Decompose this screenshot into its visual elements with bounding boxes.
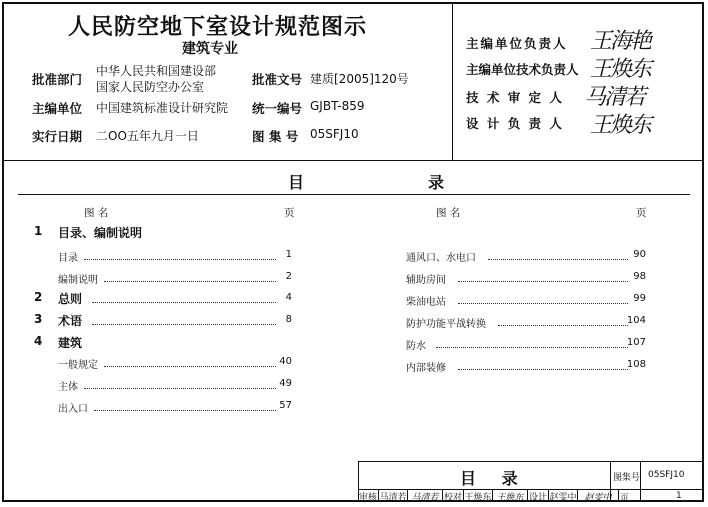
toc-item[interactable]: 通风口、水电口	[406, 253, 476, 264]
toc-page: 104	[626, 315, 646, 326]
meta-label-effective-date: 实行日期	[32, 129, 83, 144]
header-bottom-rule	[2, 160, 704, 161]
toc-heading-left: 目	[288, 173, 305, 192]
toc-item[interactable]: 内部装修	[406, 363, 446, 374]
meta-value-approving-dept-2: 国家人民防空办公室	[96, 80, 205, 94]
toc-leader	[458, 281, 628, 282]
page-subtitle: 建筑专业	[182, 41, 238, 57]
toc-sec-num: 1	[34, 224, 43, 238]
header-divider	[452, 2, 453, 160]
col-head-page-right: 页	[636, 207, 647, 219]
meta-label-approving-dept: 批准部门	[32, 72, 83, 87]
meta-label-approval-no: 批准文号	[252, 72, 303, 87]
tb-label-review: 审核	[358, 490, 379, 502]
toc-page: 49	[279, 378, 292, 389]
toc-leader	[498, 325, 628, 326]
toc-item[interactable]: 防护功能平战转换	[406, 319, 486, 330]
resp-label-chief-org: 主编单位负责人	[466, 36, 568, 51]
toc-item[interactable]: 一般规定	[58, 360, 98, 371]
toc-leader	[94, 410, 276, 411]
tb-sign-check: 王焕东	[493, 490, 528, 502]
tb-name-review: 马清若	[379, 490, 408, 502]
toc-page: 4	[285, 292, 292, 303]
meta-value-unified-no: GJBT-859	[310, 99, 365, 113]
tb-sign-design: 赵雯中	[578, 490, 619, 502]
toc-item[interactable]: 防水	[406, 341, 426, 352]
toc-page: 57	[279, 400, 292, 411]
toc-sec-title[interactable]: 术语	[58, 314, 83, 328]
resp-label-tech-review: 技 术 审 定 人	[466, 90, 564, 105]
tb-name-check: 王焕东	[464, 490, 493, 502]
col-head-name-right: 图 名	[436, 207, 461, 219]
toc-leader	[84, 388, 276, 389]
title-block-atlas-label: 图集号	[613, 473, 641, 483]
toc-page: 8	[285, 314, 292, 325]
meta-value-approval-no: 建质[2005]120号	[310, 72, 409, 86]
toc-item[interactable]: 出入口	[58, 404, 88, 415]
toc-leader	[84, 259, 276, 260]
meta-value-approving-dept-1: 中华人民共和国建设部	[96, 64, 217, 78]
toc-page: 40	[279, 356, 292, 367]
toc-leader	[104, 281, 276, 282]
signature-chief-org: 王海艳	[590, 29, 651, 54]
meta-label-unified-no: 统一编号	[252, 101, 303, 116]
tb-label-design: 设计	[528, 490, 549, 502]
toc-page: 98	[633, 271, 646, 282]
meta-label-atlas-no: 图 集 号	[252, 129, 299, 144]
toc-leader	[458, 303, 628, 304]
toc-sec-num: 2	[34, 290, 43, 304]
toc-item[interactable]: 主体	[58, 382, 78, 393]
resp-label-design-lead: 设 计 负 责 人	[466, 116, 564, 131]
toc-sec-num: 3	[34, 312, 43, 326]
toc-item[interactable]: 辅助房间	[406, 275, 446, 286]
toc-page: 90	[633, 249, 646, 260]
title-block-drawing-title: 目 录	[460, 469, 528, 488]
col-head-page-left: 页	[284, 207, 295, 219]
toc-page: 1	[285, 249, 292, 260]
title-block-page-label: 页	[620, 494, 630, 504]
toc-leader	[488, 259, 628, 260]
signature-tech-chief: 王焕东	[590, 57, 651, 82]
toc-sec-title: 建筑	[58, 336, 83, 350]
toc-page: 107	[626, 337, 646, 348]
tb-label-check: 校对	[443, 490, 464, 502]
tb-name-design: 赵雯中	[549, 490, 578, 502]
meta-value-atlas-no: 05SFJ10	[310, 127, 359, 141]
toc-page: 2	[285, 271, 292, 282]
resp-label-tech-chief: 主编单位技术负责人	[466, 62, 579, 77]
title-block-divider	[640, 461, 641, 502]
page-title: 人民防空地下室设计规范图示	[68, 14, 368, 40]
meta-label-editor-org: 主编单位	[32, 101, 83, 116]
toc-sec-title: 目录、编制说明	[58, 226, 143, 240]
toc-sec-title[interactable]: 总则	[58, 292, 83, 306]
toc-item[interactable]: 目录	[58, 253, 78, 264]
col-head-name-left: 图 名	[84, 207, 109, 219]
toc-heading-right: 录	[428, 173, 445, 192]
meta-value-editor-org: 中国建筑标准设计研究院	[96, 101, 229, 115]
title-block-signature-row	[358, 490, 619, 502]
toc-leader	[458, 369, 628, 370]
title-block-page-value: 1	[676, 491, 682, 501]
toc-page: 99	[633, 293, 646, 304]
toc-leader	[436, 347, 628, 348]
toc-leader	[92, 324, 276, 325]
toc-sec-num: 4	[34, 334, 43, 348]
toc-leader	[104, 366, 276, 367]
meta-value-effective-date: 二OO五年九月一日	[96, 129, 199, 143]
toc-item[interactable]: 编制说明	[58, 275, 98, 286]
toc-leader	[92, 302, 276, 303]
toc-heading-rule	[18, 194, 690, 195]
toc-page: 108	[626, 359, 646, 370]
tb-sign-review: 马清若	[408, 490, 443, 502]
toc-item[interactable]: 柴油电站	[406, 297, 446, 308]
signature-tech-review: 马清若	[584, 85, 645, 110]
title-block-atlas-value: 05SFJ10	[648, 470, 685, 480]
signature-design-lead: 王焕东	[590, 113, 651, 138]
